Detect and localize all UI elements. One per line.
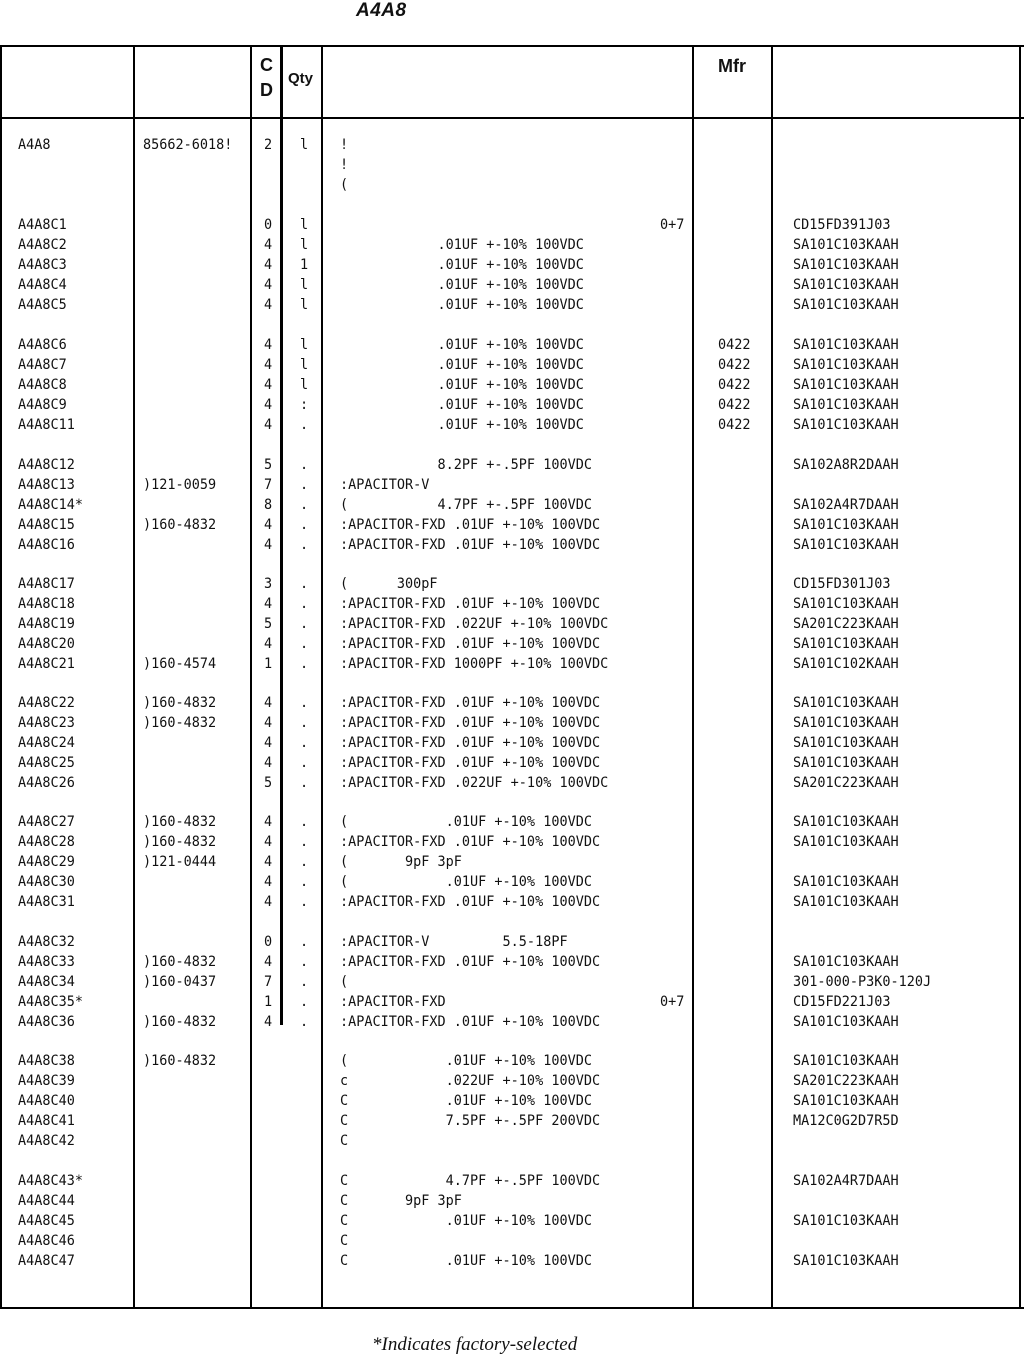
col-divider-2 (250, 45, 252, 1309)
col-divider-1 (133, 45, 135, 1309)
part-number: )160-4832 (143, 694, 217, 712)
description: .01UF +-10% 100VDC (340, 296, 584, 314)
description: :APACITOR-V 5.5-18PF (340, 933, 568, 951)
mfr-part-number: SA102A4R7DAAH (793, 496, 899, 514)
mfr-part-number: SA101C103KAAH (793, 336, 899, 354)
part-number: )160-4832 (143, 813, 217, 831)
ref-designator: A4A8C34 (18, 973, 75, 991)
description: ( 300pF (340, 575, 438, 593)
quantity: 1 (300, 256, 309, 274)
check-digit: 4 (264, 1013, 273, 1031)
quantity: : (300, 396, 309, 414)
check-digit: 4 (264, 833, 273, 851)
mfr-code: 0422 (718, 416, 751, 434)
ref-designator: A4A8C33 (18, 953, 75, 971)
description: :APACITOR-FXD (340, 993, 446, 1011)
description: :APACITOR-FXD .01UF +-10% 100VDC (340, 714, 601, 732)
quantity: . (300, 655, 309, 673)
description: ( .01UF +-10% 100VDC (340, 1052, 592, 1070)
quantity: . (300, 853, 309, 871)
ref-designator: A4A8C23 (18, 714, 75, 732)
ref-designator: A4A8C16 (18, 536, 75, 554)
mfr-part-number: SA101C103KAAH (793, 813, 899, 831)
description: :APACITOR-FXD 1000PF +-10% 100VDC (340, 655, 609, 673)
ref-designator: A4A8C8 (18, 376, 67, 394)
check-digit: 8 (264, 496, 273, 514)
part-number: 85662-6018! (143, 136, 233, 154)
quantity: l (300, 356, 309, 374)
mfr-part-number: SA101C103KAAH (793, 1052, 899, 1070)
mfr-part-number: SA101C103KAAH (793, 873, 899, 891)
ref-designator: A4A8C26 (18, 774, 75, 792)
check-digit: 7 (264, 476, 273, 494)
mfr-part-number: CD15FD391J03 (793, 216, 891, 234)
mfr-code: 0422 (718, 336, 751, 354)
check-digit: 4 (264, 276, 273, 294)
col-divider-3 (280, 45, 283, 1025)
mfr-part-number: SA101C103KAAH (793, 356, 899, 374)
check-digit: 0 (264, 933, 273, 951)
mfr-part-number: SA201C223KAAH (793, 1072, 899, 1090)
check-digit: 4 (264, 595, 273, 613)
check-digit: 4 (264, 356, 273, 374)
description: .01UF +-10% 100VDC (340, 236, 584, 254)
ref-designator: A4A8C14* (18, 496, 84, 514)
check-digit: 4 (264, 893, 273, 911)
ref-designator: A4A8C36 (18, 1013, 75, 1031)
description: c .022UF +-10% 100VDC (340, 1072, 601, 1090)
description: :APACITOR-FXD .022UF +-10% 100VDC (340, 615, 609, 633)
ref-designator: A4A8C3 (18, 256, 67, 274)
mfr-part-number: SA101C103KAAH (793, 595, 899, 613)
ref-designator: A4A8C1 (18, 216, 67, 234)
check-digit: 5 (264, 774, 273, 792)
ref-designator: A4A8C43* (18, 1172, 84, 1190)
description: .01UF +-10% 100VDC (340, 276, 584, 294)
col-divider-5 (692, 45, 694, 1309)
col-divider-6 (771, 45, 773, 1309)
ref-designator: A4A8C19 (18, 615, 75, 633)
description: :APACITOR-FXD .01UF +-10% 100VDC (340, 1013, 601, 1031)
check-digit: 5 (264, 615, 273, 633)
quantity: . (300, 973, 309, 991)
check-digit: 0 (264, 216, 273, 234)
ref-designator: A4A8C22 (18, 694, 75, 712)
mfr-part-number: SA101C103KAAH (793, 893, 899, 911)
description: C 9pF 3pF (340, 1192, 462, 1210)
quantity: . (300, 476, 309, 494)
ref-designator: A4A8C38 (18, 1052, 75, 1070)
mfr-part-number: SA101C103KAAH (793, 833, 899, 851)
description: :APACITOR-FXD .01UF +-10% 100VDC (340, 635, 601, 653)
mfr-code: 0422 (718, 356, 751, 374)
mfr-part-number: 301-000-P3K0-120J (793, 973, 932, 991)
mfr-part-number: SA201C223KAAH (793, 774, 899, 792)
ref-designator: A4A8C9 (18, 396, 67, 414)
quantity: . (300, 416, 309, 434)
quantity: . (300, 873, 309, 891)
description: :APACITOR-FXD .01UF +-10% 100VDC (340, 536, 601, 554)
quantity: . (300, 893, 309, 911)
ref-designator: A4A8C4 (18, 276, 67, 294)
ref-designator: A4A8C28 (18, 833, 75, 851)
ref-designator: A4A8C25 (18, 754, 75, 772)
check-digit: 4 (264, 813, 273, 831)
mfr-code: 0422 (718, 396, 751, 414)
ref-designator: A4A8C2 (18, 236, 67, 254)
check-digit: 4 (264, 416, 273, 434)
ref-designator: A4A8C6 (18, 336, 67, 354)
mfr-part-number: SA101C103KAAH (793, 396, 899, 414)
check-digit: 4 (264, 256, 273, 274)
description: ( .01UF +-10% 100VDC (340, 813, 592, 831)
ref-designator: A4A8C29 (18, 853, 75, 871)
part-number: )160-0437 (143, 973, 217, 991)
quantity: . (300, 635, 309, 653)
check-digit: 4 (264, 694, 273, 712)
quantity: l (300, 296, 309, 314)
part-number: )160-4832 (143, 953, 217, 971)
ref-designator: A4A8C12 (18, 456, 75, 474)
check-digit: 4 (264, 236, 273, 254)
check-digit: 4 (264, 376, 273, 394)
description: C 7.5PF +-.5PF 200VDC (340, 1112, 601, 1130)
ref-designator: A4A8C20 (18, 635, 75, 653)
description: ! (340, 156, 349, 174)
check-digit: 1 (264, 655, 273, 673)
description: :APACITOR-FXD .01UF +-10% 100VDC (340, 754, 601, 772)
ref-designator: A4A8C5 (18, 296, 67, 314)
header-qty: Qty (288, 70, 314, 87)
ref-designator: A4A8C27 (18, 813, 75, 831)
description: .01UF +-10% 100VDC (340, 416, 584, 434)
check-digit: 4 (264, 873, 273, 891)
bottom-rule (0, 1307, 1024, 1309)
ref-designator: A4A8C46 (18, 1232, 75, 1250)
ref-designator: A4A8C7 (18, 356, 67, 374)
check-digit: 4 (264, 734, 273, 752)
description: .01UF +-10% 100VDC (340, 256, 584, 274)
ref-designator: A4A8C13 (18, 476, 75, 494)
quantity: . (300, 813, 309, 831)
mfr-part-number: SA101C103KAAH (793, 1092, 899, 1110)
quantity: l (300, 336, 309, 354)
part-number: )160-4574 (143, 655, 217, 673)
quantity: . (300, 993, 309, 1011)
check-digit: 3 (264, 575, 273, 593)
footnote: *Indicates factory-selected (372, 1334, 578, 1355)
description: :APACITOR-FXD .01UF +-10% 100VDC (340, 516, 601, 534)
col-divider-left (0, 45, 2, 1309)
description: :APACITOR-FXD .01UF +-10% 100VDC (340, 694, 601, 712)
description: 8.2PF +-.5PF 100VDC (340, 456, 592, 474)
mfr-part-number: SA101C103KAAH (793, 236, 899, 254)
description: :APACITOR-FXD .01UF +-10% 100VDC (340, 595, 601, 613)
check-digit: 7 (264, 973, 273, 991)
mfr-part-number: SA101C103KAAH (793, 256, 899, 274)
ref-designator: A4A8C42 (18, 1132, 75, 1150)
header-cd-d: D (260, 80, 273, 100)
quantity: . (300, 575, 309, 593)
mfr-part-number: SA101C103KAAH (793, 714, 899, 732)
quantity: l (300, 376, 309, 394)
ref-designator: A4A8C45 (18, 1212, 75, 1230)
quantity: . (300, 833, 309, 851)
check-digit: 4 (264, 516, 273, 534)
mfr-part-number: SA201C223KAAH (793, 615, 899, 633)
ref-designator: A4A8C18 (18, 595, 75, 613)
description: .01UF +-10% 100VDC (340, 396, 584, 414)
description: ( (340, 973, 349, 991)
mfr-part-number: SA101C103KAAH (793, 734, 899, 752)
mfr-part-number: SA101C103KAAH (793, 296, 899, 314)
description: C .01UF +-10% 100VDC (340, 1092, 592, 1110)
description: :APACITOR-FXD .01UF +-10% 100VDC (340, 833, 601, 851)
quantity: . (300, 536, 309, 554)
header-bottom-rule (0, 117, 1024, 119)
mfr-part-number: SA101C103KAAH (793, 1013, 899, 1031)
ref-designator: A4A8C32 (18, 933, 75, 951)
quantity: . (300, 953, 309, 971)
check-digit: 5 (264, 456, 273, 474)
description: :APACITOR-FXD .01UF +-10% 100VDC (340, 953, 601, 971)
check-digit: 4 (264, 714, 273, 732)
part-number: )160-4832 (143, 833, 217, 851)
quantity: . (300, 714, 309, 732)
header-cd-c: C (260, 55, 273, 75)
description: C 4.7PF +-.5PF 100VDC (340, 1172, 601, 1190)
check-digit: 1 (264, 993, 273, 1011)
mfr-part-number: SA101C102KAAH (793, 655, 899, 673)
mfr-part-number: SA101C103KAAH (793, 1252, 899, 1270)
mfr-part-number: SA101C103KAAH (793, 953, 899, 971)
description: ( .01UF +-10% 100VDC (340, 873, 592, 891)
description: .01UF +-10% 100VDC (340, 336, 584, 354)
check-digit: 4 (264, 953, 273, 971)
quantity: . (300, 615, 309, 633)
mfr-part-number: SA101C103KAAH (793, 376, 899, 394)
top-rule (0, 45, 1024, 47)
ref-designator: A4A8C24 (18, 734, 75, 752)
col-divider-right (1019, 45, 1021, 1309)
check-digit: 2 (264, 136, 273, 154)
mfr-part-number: MA12C0G2D7R5D (793, 1112, 899, 1130)
check-digit: 4 (264, 536, 273, 554)
mfr-part-number: SA101C103KAAH (793, 635, 899, 653)
description: .01UF +-10% 100VDC (340, 356, 584, 374)
quantity: . (300, 496, 309, 514)
description: ( (340, 176, 349, 194)
mfr-part-number: SA101C103KAAH (793, 1212, 899, 1230)
check-digit: 4 (264, 635, 273, 653)
mfr-part-number: SA101C103KAAH (793, 416, 899, 434)
mfr-part-number: CD15FD221J03 (793, 993, 891, 1011)
mfr-part-number: CD15FD301J03 (793, 575, 891, 593)
part-number: )160-4832 (143, 1052, 217, 1070)
ref-designator: A4A8C44 (18, 1192, 75, 1210)
quantity: . (300, 595, 309, 613)
check-digit: 4 (264, 396, 273, 414)
description: .01UF +-10% 100VDC (340, 376, 584, 394)
quantity: . (300, 516, 309, 534)
desc-extra: 0+7 (660, 216, 685, 234)
check-digit: 4 (264, 754, 273, 772)
description: :APACITOR-V (340, 476, 430, 494)
description: ( 4.7PF +-.5PF 100VDC (340, 496, 592, 514)
part-number: )160-4832 (143, 1013, 217, 1031)
ref-designator: A4A8C41 (18, 1112, 75, 1130)
quantity: l (300, 236, 309, 254)
quantity: . (300, 456, 309, 474)
description: :APACITOR-FXD .022UF +-10% 100VDC (340, 774, 609, 792)
quantity: . (300, 694, 309, 712)
description: :APACITOR-FXD .01UF +-10% 100VDC (340, 893, 601, 911)
page-title: A4A8 (356, 0, 407, 21)
ref-designator: A4A8C21 (18, 655, 75, 673)
ref-designator: A4A8C39 (18, 1072, 75, 1090)
quantity: . (300, 774, 309, 792)
col-divider-4 (321, 45, 323, 1309)
description: ! (340, 136, 349, 154)
ref-designator: A4A8C40 (18, 1092, 75, 1110)
ref-designator: A4A8C35* (18, 993, 84, 1011)
description: C (340, 1132, 349, 1150)
ref-designator: A4A8 (18, 136, 51, 154)
check-digit: 4 (264, 853, 273, 871)
header-mfr: Mfr (718, 56, 746, 76)
description: :APACITOR-FXD .01UF +-10% 100VDC (340, 734, 601, 752)
ref-designator: A4A8C47 (18, 1252, 75, 1270)
part-number: )160-4832 (143, 516, 217, 534)
check-digit: 4 (264, 336, 273, 354)
ref-designator: A4A8C31 (18, 893, 75, 911)
ref-designator: A4A8C11 (18, 416, 75, 434)
quantity: . (300, 1013, 309, 1031)
quantity: . (300, 734, 309, 752)
mfr-part-number: SA101C103KAAH (793, 754, 899, 772)
quantity: . (300, 933, 309, 951)
mfr-part-number: SA102A8R2DAAH (793, 456, 899, 474)
ref-designator: A4A8C30 (18, 873, 75, 891)
mfr-part-number: SA101C103KAAH (793, 536, 899, 554)
quantity: . (300, 754, 309, 772)
quantity: l (300, 276, 309, 294)
part-number: )121-0059 (143, 476, 217, 494)
part-number: )160-4832 (143, 714, 217, 732)
description: C .01UF +-10% 100VDC (340, 1252, 592, 1270)
description: C (340, 1232, 349, 1250)
description: ( 9pF 3pF (340, 853, 462, 871)
quantity: l (300, 216, 309, 234)
ref-designator: A4A8C17 (18, 575, 75, 593)
mfr-code: 0422 (718, 376, 751, 394)
quantity: l (300, 136, 309, 154)
part-number: )121-0444 (143, 853, 217, 871)
description: C .01UF +-10% 100VDC (340, 1212, 592, 1230)
mfr-part-number: SA101C103KAAH (793, 516, 899, 534)
mfr-part-number: SA101C103KAAH (793, 276, 899, 294)
mfr-part-number: SA101C103KAAH (793, 694, 899, 712)
mfr-part-number: SA102A4R7DAAH (793, 1172, 899, 1190)
check-digit: 4 (264, 296, 273, 314)
ref-designator: A4A8C15 (18, 516, 75, 534)
desc-extra: 0+7 (660, 993, 685, 1011)
